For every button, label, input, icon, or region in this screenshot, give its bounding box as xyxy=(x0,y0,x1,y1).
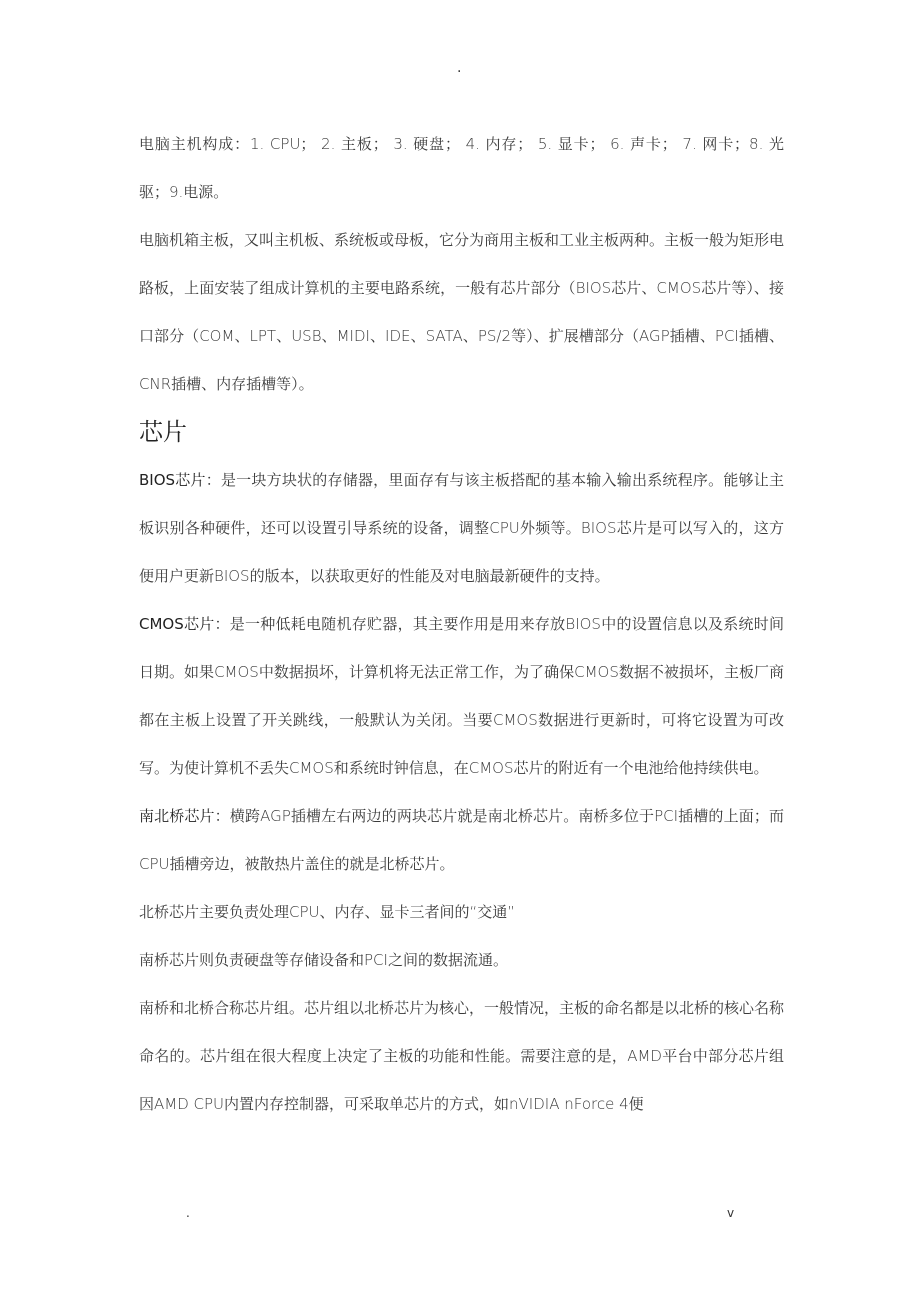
paragraph-bridge-chips xyxy=(139,792,784,888)
bios-label: BIOS芯片 xyxy=(139,471,206,489)
section-heading-chips: 芯片 xyxy=(139,418,187,446)
cmos-text: ：是一种低耗电随机存贮器，其主要作用是用来存放BIOS中的设置信息以及系统时间日期。如果CMOS中数据损坏，计算机将无法正常工作，为了确保CMOS数据不被损坏，主板厂商都在主板上设置了开关跳线，一般默认为关闭。当要CMOS数据进行更新时，可将它设置为可改写。为使计算机不丢失CMOS和系统时钟信息，在CMOS芯片的附近有一个电池给他持续供电。 xyxy=(139,615,785,777)
header-mark: . xyxy=(457,60,462,76)
bridge-text: ：横跨AGP插槽左右两边的两块芯片就是南北桥芯片。南桥多位于PCI插槽的上面；而CPU插槽旁边，被散热片盖住的就是北桥芯片。 xyxy=(139,807,784,873)
cmos-label: CMOS芯片 xyxy=(139,615,215,633)
paragraph-motherboard: 电脑机箱主板，又叫主机板、系统板或母板，它分为商用主板和工业主板两种。主板一般为矩形电路板，上面安装了组成计算机的主要电路系统，一般有芯片部分（BIOS芯片、CMOS芯片等）、接口部分（COM、LPT、USB、MIDI、IDE、SATA、PS/2等）、扩展槽部分（AGP插槽、PCI插槽、CNR插槽、内存插槽等）。 xyxy=(139,231,785,393)
paragraph-chipset: 南桥和北桥合称芯片组。芯片组以北桥芯片为核心，一般情况，主板的命名都是以北桥的核心名称命名的。芯片组在很大程度上决定了主板的功能和性能。需要注意的是，AMD平台中部分芯片组因AMD CPU内置内存控制器，可采取单芯片的方式，如nVIDIA nForce 4便 xyxy=(139,999,785,1113)
footer-right-mark: v xyxy=(727,1206,735,1220)
footer-left-mark: . xyxy=(186,1206,190,1220)
paragraph-southbridge: 南桥芯片则负责硬盘等存储设备和PCI之间的数据流通。 xyxy=(139,951,508,969)
document-body xyxy=(139,120,784,1128)
paragraph-components: 电脑主机构成：1. CPU； 2. 主板； 3. 硬盘； 4. 内存； 5. 显卡； 6. 声卡； 7. 网卡；8. 光驱；9.电源。 xyxy=(139,135,784,201)
bios-text: ：是一块方块状的存储器，里面存有与该主板搭配的基本输入输出系统程序。能够让主板识别各种硬件，还可以设置引导系统的设备，调整CPU外频等。BIOS芯片是可以写入的，这方便用户更新BIOS的版本，以获取更好的性能及对电脑最新硬件的支持。 xyxy=(139,471,784,585)
paragraph-northbridge: 北桥芯片主要负责处理CPU、内存、显卡三者间的“交通” xyxy=(139,903,516,921)
paragraph-cmos xyxy=(139,600,784,792)
bridge-label: 南北桥芯片 xyxy=(139,807,215,825)
paragraph-bios xyxy=(139,456,784,600)
